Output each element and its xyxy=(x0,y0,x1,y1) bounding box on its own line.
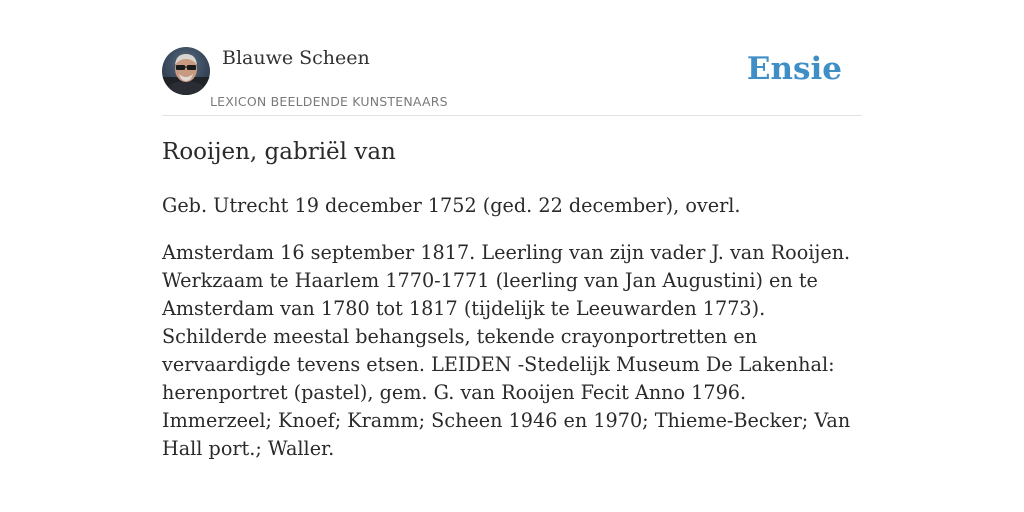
article-title: Rooijen, gabriël van xyxy=(162,139,396,165)
article-paragraph-biography: Amsterdam 16 september 1817. Leerling van zijn vader J. van Rooijen. Werkzaam te Haarlem 1770-1771 (leerling van Jan Augustini) en te Amsterdam van 1780 tot 1817 (tijdelijk te Leeuwarden 1773). Schilderde meestal behangsels, tekende crayonportretten en vervaardigde tevens etsen. LEIDEN -Stedelijk Museum De Lakenhal: herenportret (pastel), gem. G. van Rooijen Fecit Anno 1796. xyxy=(162,241,851,404)
article-paragraph-birth: Geb. Utrecht 19 december 1752 (ged. 22 december), overl. xyxy=(162,194,741,217)
article-paragraph-sources: Immerzeel; Knoef; Kramm; Scheen 1946 en 1970; Thieme-Becker; Van Hall port.; Waller. xyxy=(162,409,851,460)
avatar-photo-icon xyxy=(162,47,210,95)
lexicon-subtitle-link[interactable]: LEXICON BEELDENDE KUNSTENAARS xyxy=(210,94,448,109)
page-header xyxy=(162,45,862,116)
author-avatar[interactable] xyxy=(162,47,210,95)
author-name-link[interactable]: Blauwe Scheen xyxy=(222,47,370,69)
ensie-logo-link[interactable]: Ensie xyxy=(746,51,842,87)
